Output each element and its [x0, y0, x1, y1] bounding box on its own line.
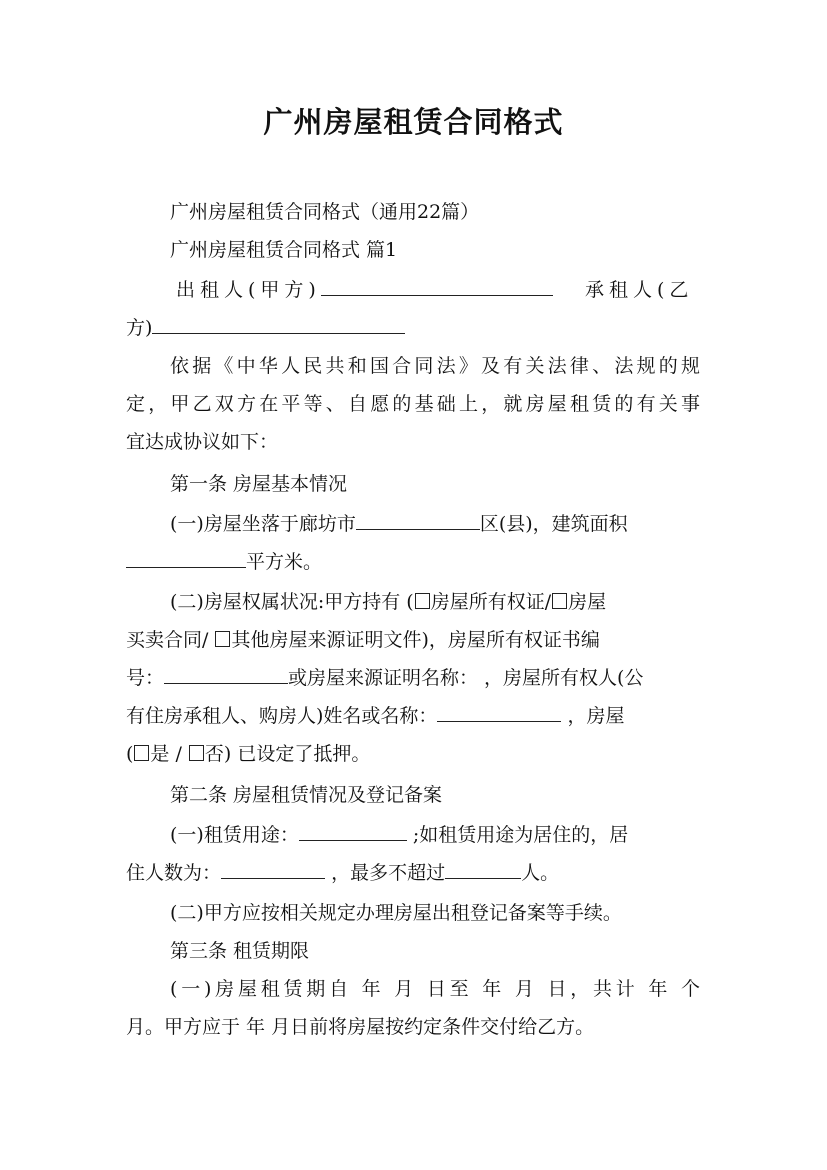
- lessee-label-a: 承租人(乙: [585, 279, 694, 301]
- lessee-line: [126, 315, 405, 341]
- intro-line-1: 依据《中华人民共和国合同法》及有关法律、法规的规: [170, 355, 700, 377]
- residence-label: ;如租赁用途为居住的，居: [412, 824, 629, 846]
- article1-item2-line3: [126, 665, 643, 691]
- item1-area-label: 区(县)，建筑面积: [479, 513, 628, 535]
- article1-item2-line1: [170, 589, 606, 615]
- usage-blank: [299, 822, 407, 841]
- checkbox-other-proof[interactable]: [215, 631, 230, 647]
- document-title: 广州房屋租赁合同格式: [263, 105, 564, 139]
- mortgage-yes-label: 是 /: [150, 743, 188, 765]
- article1-item2-line4: [126, 703, 624, 729]
- lessee-label-b: 方): [126, 317, 153, 339]
- article3-heading: 第三条 租赁期限: [170, 940, 310, 962]
- max-occupants-blank: [445, 860, 521, 879]
- proof-name-label: 或房屋来源证明名称： ，房屋所有权人(公: [288, 667, 644, 689]
- other-proof-label: 其他房屋来源证明文件)，房屋所有权证书编: [231, 629, 600, 651]
- lessor-blank: [321, 277, 553, 296]
- paren-open: (: [126, 743, 134, 765]
- purchase-contract-label-b: 买卖合同/: [126, 629, 215, 651]
- part-heading: 广州房屋租赁合同格式 篇1: [170, 239, 398, 261]
- max-occupants-label: ，最多不超过: [331, 862, 446, 884]
- parties-line: [176, 277, 553, 303]
- item1-location-label: (一)房屋坐落于廊坊市: [170, 513, 356, 535]
- lessee-blank: [152, 315, 405, 334]
- article1-item2-line2: [126, 627, 600, 653]
- cert-number-label: 号：: [126, 667, 165, 689]
- district-blank: [356, 511, 480, 530]
- usage-label: (一)租赁用途：: [170, 824, 299, 846]
- intro-line-3: 宜达成协议如下：: [126, 431, 279, 453]
- subtitle: 广州房屋租赁合同格式（通用22篇）: [170, 201, 480, 223]
- article1-item1-line2: [126, 549, 322, 575]
- article1-item1-line1: [170, 511, 628, 537]
- article3-item1-line2: 月。甲方应于 年 月日前将房屋按约定条件交付给乙方。: [126, 1016, 595, 1038]
- mortgage-label-a: ，房屋: [567, 705, 625, 727]
- checkbox-mortgage-no[interactable]: [189, 745, 204, 761]
- checkbox-mortgage-yes[interactable]: [134, 745, 149, 761]
- owner-name-blank: [437, 703, 561, 722]
- area-unit: 平方米。: [246, 551, 323, 573]
- purchase-contract-label-a: 房屋: [568, 591, 607, 613]
- lessor-label: 出租人(甲方): [176, 279, 321, 301]
- article1-heading: 第一条 房屋基本情况: [170, 473, 348, 495]
- article2-heading: 第二条 房屋租赁情况及登记备案: [170, 784, 443, 806]
- article2-item2: (二)甲方应按相关规定办理房屋出租登记备案等手续。: [170, 902, 622, 924]
- occupants-blank: [221, 860, 325, 879]
- article3-item1-line1: (一)房屋租赁期自 年 月 日至 年 月 日，共计 年 个: [170, 978, 700, 1000]
- mortgage-no-label: 否) 已设定了抵押。: [204, 743, 371, 765]
- ownership-cert-label: 房屋所有权证/: [430, 591, 552, 613]
- ownership-label: (二)房屋权属状况:甲方持有 (: [170, 591, 414, 613]
- intro-line-2: 定，甲乙双方在平等、自愿的基础上，就房屋租赁的有关事: [126, 393, 700, 415]
- persons-unit: 人。: [521, 862, 560, 884]
- article2-item1-line1: [170, 822, 628, 848]
- area-blank: [126, 549, 246, 568]
- article1-item2-line5: [126, 741, 370, 767]
- checkbox-purchase-contract[interactable]: [552, 593, 567, 609]
- occupants-label: 住人数为：: [126, 862, 222, 884]
- cert-number-blank: [164, 665, 288, 684]
- checkbox-ownership-cert[interactable]: [415, 593, 430, 609]
- owner-name-label: 有住房承租人、购房人)姓名或名称：: [126, 705, 438, 727]
- article2-item1-line2: [126, 860, 559, 886]
